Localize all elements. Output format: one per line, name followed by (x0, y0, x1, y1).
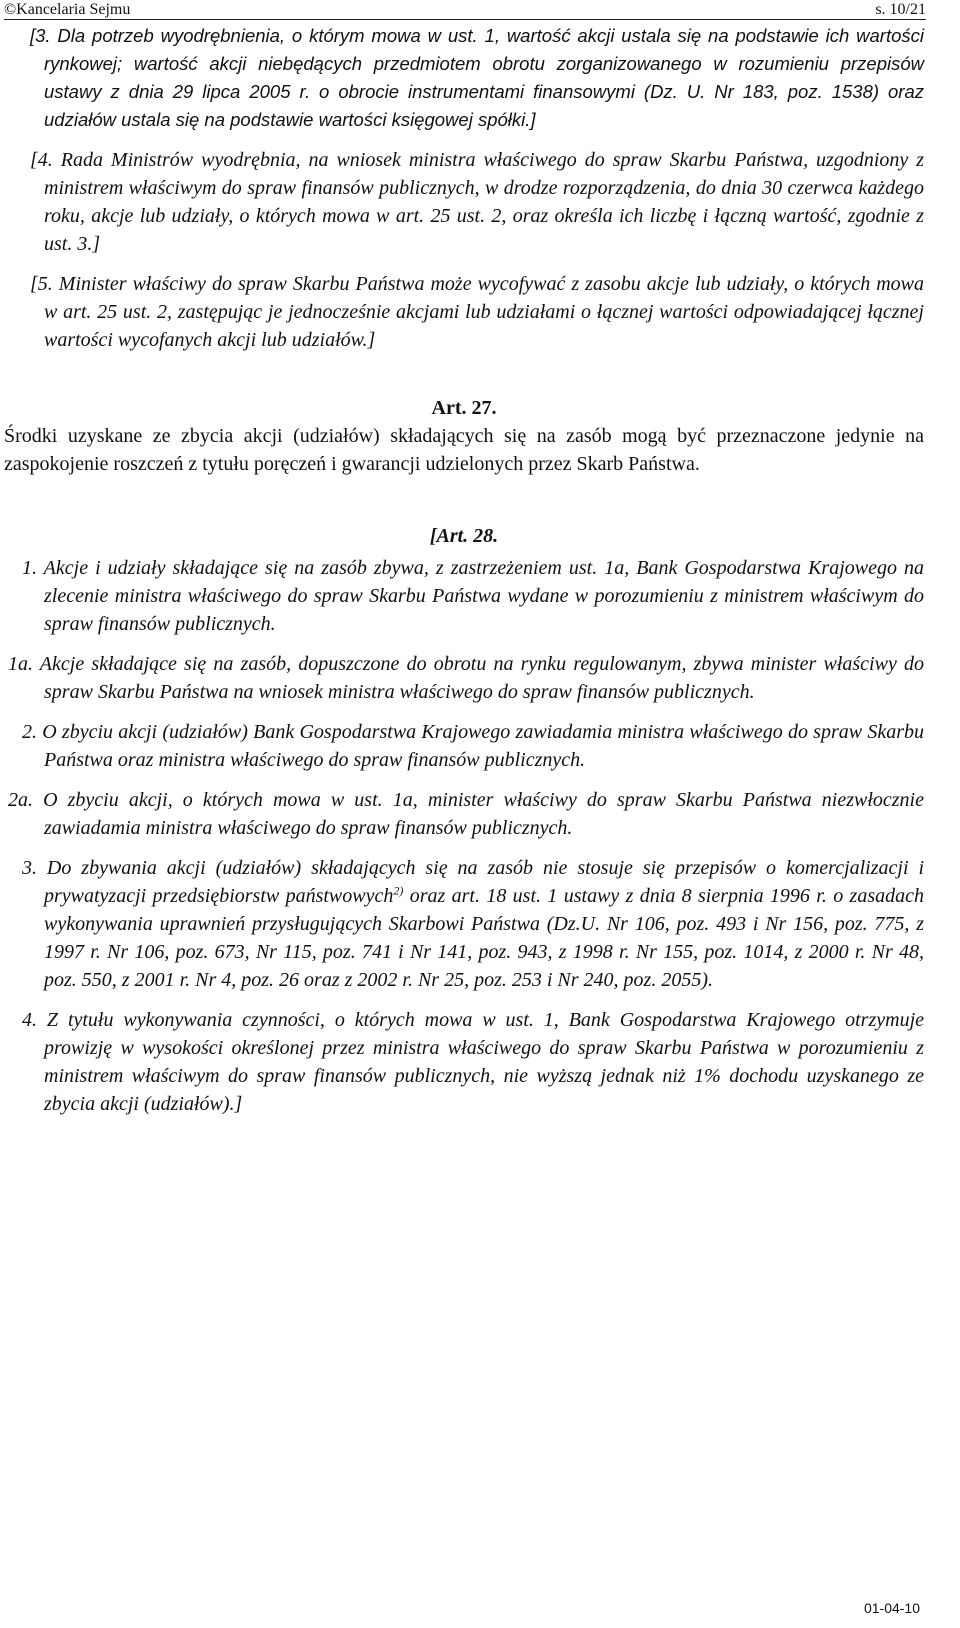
paragraph-4: [4. Rada Ministrów wyodrębnia, na wniosek ministra właściwego do spraw Skarbu Państwa, uzgodniony z ministrem właściwym do spraw finansów publicznych, w drodze rozporządzenia, do dnia 30 czerwca każdego roku, akcje lub udziały, o których mowa w art. 25 ust. 2, oraz określa ich liczbę i łączną wartość, zgodnie z ust. 3.] (30, 149, 924, 255)
page-header (4, 0, 926, 20)
article-28-item-1a: 1a. Akcje składające się na zasób, dopuszczone do obrotu na rynku regulowanym, zbywa minister właściwy do spraw Skarbu Państwa na wniosek ministra właściwego do spraw finansów publicznych. (8, 653, 924, 703)
page-footer-date: 01-04-10 (863, 1600, 920, 1616)
article-28-item-2a: 2a. O zbyciu akcji, o których mowa w ust. 1a, minister właściwy do spraw Skarbu Państwa niezwłocznie zawiadamia ministra właściwego do spraw finansów publicznych. (8, 789, 924, 839)
article-28-item-3 (4, 854, 924, 994)
article-28-title: [Art. 28. (429, 525, 499, 547)
footnote-ref[interactable]: 2) (393, 883, 404, 898)
item-3-text-a: 3. Do zbywania akcji (udziałów) składających się na zasób nie stosuje się przepisów o komercjalizacji i prywatyzacji przedsiębiorstw państwowych (22, 857, 924, 907)
publisher-label: ©Kancelaria Sejmu (4, 1, 131, 18)
article-27-text: Środki uzyskane ze zbycia akcji (udziałów) składających się na zasób mogą być przeznaczone jedynie na zaspokojenie roszczeń z tytułu poręczeń i gwarancji udzielonych przez Skarb Państwa. (4, 425, 924, 475)
page-number: s. 10/21 (875, 1, 926, 18)
article-28-item-1: 1. Akcje i udziały składające się na zasób zbywa, z zastrzeżeniem ust. 1a, Bank Gospodarstwa Krajowego na zlecenie ministra właściwego do spraw Skarbu Państwa wydane w porozumieniu z ministrem właściwym do spraw finansów publicznych. (22, 557, 924, 635)
article-27-title: Art. 27. (431, 397, 497, 419)
paragraph-5: [5. Minister właściwy do spraw Skarbu Państwa może wycofywać z zasobu akcje lub udziały, o których mowa w art. 25 ust. 2, zastępując je jednocześnie akcjami lub udziałami o łącznej wartości odpowiadającej łącznej wartości wycofanych akcji lub udziałów.] (30, 273, 924, 351)
article-28-item-4: 4. Z tytułu wykonywania czynności, o których mowa w ust. 1, Bank Gospodarstwa Krajowego otrzymuje prowizję w wysokości określonej przez ministra właściwego do spraw Skarbu Państwa w porozumieniu z ministrem właściwym do spraw finansów publicznych, nie wyższą jednak niż 1% dochodu uzyskanego ze zbycia akcji (udziałów).] (22, 1009, 924, 1115)
paragraph-3: [3. Dla potrzeb wyodrębnienia, o którym mowa w ust. 1, wartość akcji ustala się na podstawie ich wartości rynkowej; wartość akcji niebędących przedmiotem obrotu zorganizowanego w rozumieniu przepisów ustawy z dnia 29 lipca 2005 r. o obrocie instrumentami finansowymi (Dz. U. Nr 183, poz. 1538) oraz udziałów ustala się na podstawie wartości księgowej spółki.] (30, 25, 924, 130)
item-3-text-b: oraz art. 18 ust. 1 ustawy z dnia 8 sierpnia 1996 r. o zasadach wykonywania uprawnień przysługujących Skarbowi Państwa (Dz.U. Nr 106, poz. 493 i Nr 156, poz. 775, z 1997 r. Nr 106, poz. 673, Nr 115, poz. 741 i Nr 141, poz. 943, z 1998 r. Nr 155, poz. 1014, z 2000 r. Nr 48, poz. 550, z 2001 r. Nr 4, poz. 26 oraz z 2002 r. Nr 25, poz. 253 i Nr 240, poz. 2055). (44, 885, 924, 991)
header-divider (4, 19, 926, 20)
document-body (4, 22, 924, 1118)
article-28-item-2: 2. O zbyciu akcji (udziałów) Bank Gospodarstwa Krajowego zawiadamia ministra właściwego do spraw Skarbu Państwa oraz ministra właściwego do spraw finansów publicznych. (22, 721, 924, 771)
